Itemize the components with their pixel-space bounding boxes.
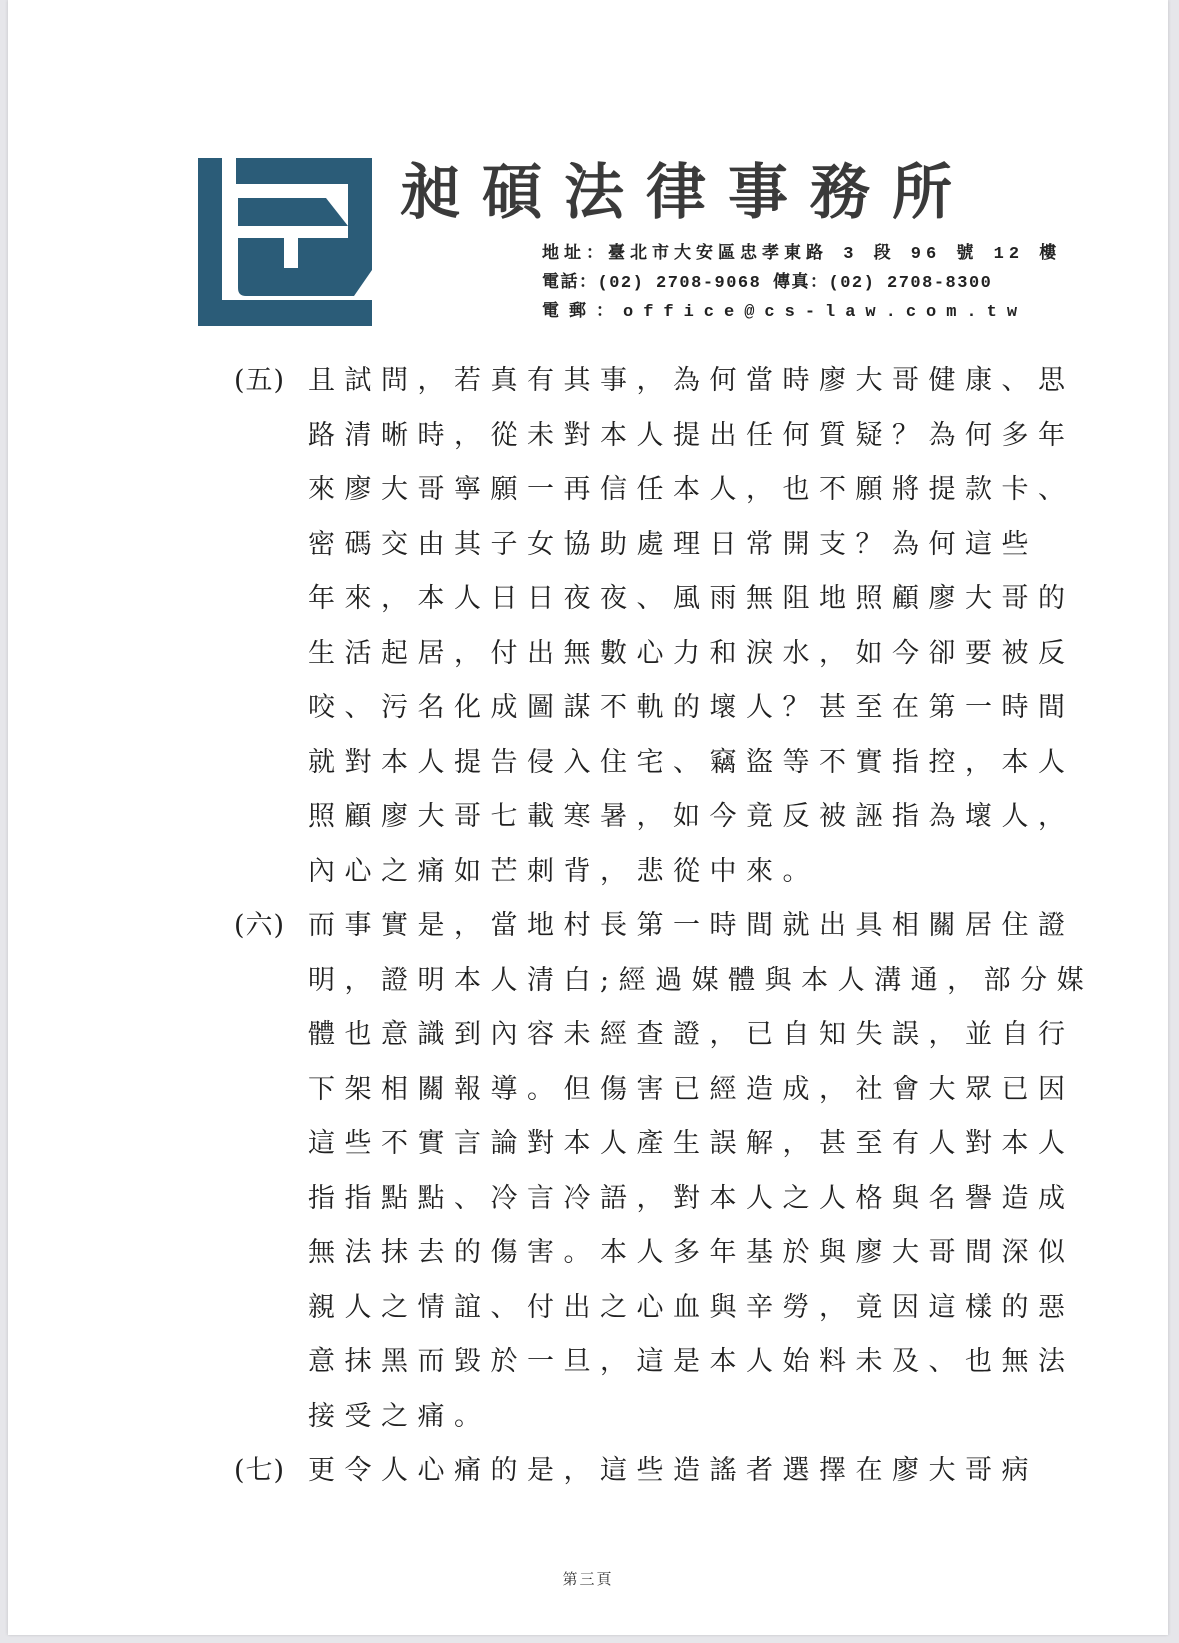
text-line: 就對本人提告侵入住宅、竊盜等不實指控，本人 [308,746,1075,778]
text-line: 體也意識到內容未經查證，已自知失誤，並自行 [308,1019,1075,1050]
text-line: 這些不實言論對本人產生誤解，甚至有人對本人 [308,1128,1075,1159]
text-line: 密碼交由其子女協助處理日常開支？為何這些 [308,528,1038,560]
firm-name: 昶碩法律事務所 [400,158,974,228]
text-line: 咬、污名化成圖謀不軌的壞人？甚至在第一時間 [308,692,1075,723]
paragraph-7 [234,1444,1038,1499]
text-line: 年來，本人日日夜夜、風雨無阻地照顧廖大哥的 [308,583,1075,614]
text-line: 接受之痛。 [308,1400,491,1432]
paragraph-number: (五) [234,365,286,396]
paragraph-number: (六) [234,910,286,941]
paragraph-number: (七) [234,1455,286,1486]
firm-phone-fax: 電話：(02) 2708-9068 傳真：(02) 2708-8300 [542,274,993,293]
text-line: 內心之痛如芒刺背，悲從中來。 [308,855,819,887]
text-line: 無法抹去的傷害。本人多年基於與廖大哥間深似 [308,1237,1075,1268]
law-firm-logo-icon [198,158,372,326]
page-number: 第三頁 [562,1570,614,1588]
text-line: 生活起居，付出無數心力和淚水，如今卻要被反 [308,637,1075,669]
text-line: 路清晰時，從未對本人提出任何質疑？為何多年 [308,419,1075,451]
text-line: 意抹黑而毀於一旦，這是本人始料未及、也無法 [308,1346,1075,1377]
text-line: 且試問，若真有其事，為何當時廖大哥健康、思 [308,365,1075,396]
text-line: 照顧廖大哥七載寒暑，如今竟反被誣指為壞人， [308,801,1075,832]
text-line: 明，證明本人清白;經過媒體與本人溝通，部分媒 [308,964,1094,996]
firm-email: 電郵：office@cs-law.com.tw [542,303,1028,322]
firm-address: 地址：臺北市大安區忠孝東路 3 段 96 號 12 樓 [542,245,1062,264]
letter-body [234,354,1094,1499]
text-line: 下架相關報導。但傷害已經造成，社會大眾已因 [308,1073,1075,1105]
text-line: 親人之情誼、付出之心血與辛勞，竟因這樣的惡 [308,1291,1075,1323]
paragraph-6 [234,899,1094,1444]
document-page [8,0,1168,1635]
text-line: 指指點點、冷言冷語，對本人之人格與名譽造成 [308,1182,1075,1214]
letterhead-contact [542,240,1061,327]
paragraph-5 [234,354,1075,899]
text-line: 來廖大哥寧願一再信任本人，也不願將提款卡、 [308,474,1075,505]
text-line: 更令人心痛的是，這些造謠者選擇在廖大哥病 [308,1455,1038,1486]
text-line: 而事實是，當地村長第一時間就出具相關居住證 [308,910,1075,941]
